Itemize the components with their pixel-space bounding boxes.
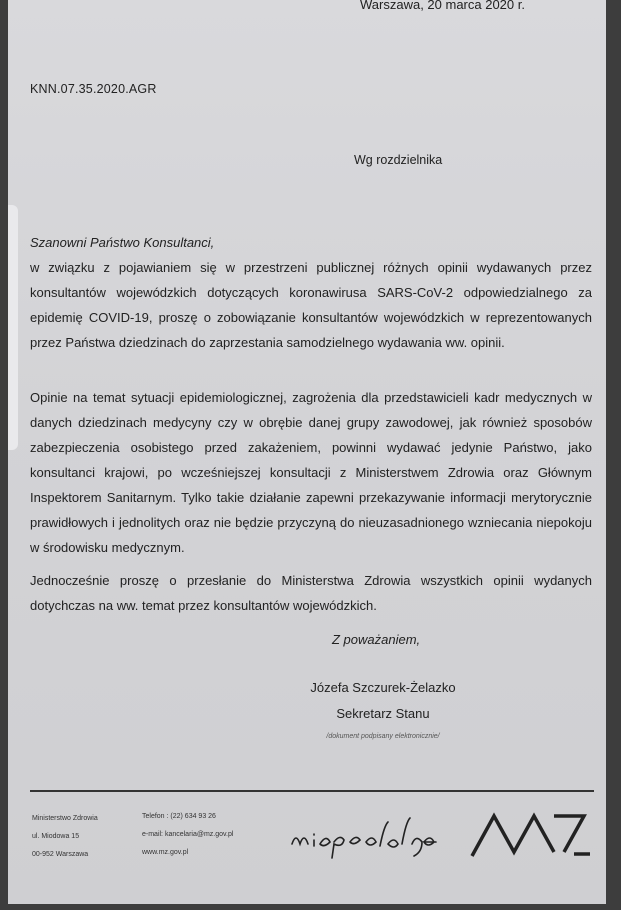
letter-page — [8, 0, 606, 904]
footer-address — [32, 810, 98, 864]
ministry-logo-icon — [468, 808, 594, 865]
footer-address-line: ul. Miodowa 15 — [32, 833, 80, 840]
signer-position: Sekretarz Stanu — [336, 706, 430, 721]
footer-divider — [30, 790, 594, 792]
niepodlegla-emblem — [288, 812, 448, 867]
footer-contact — [142, 808, 233, 862]
place-date: Warszawa, 20 marca 2020 r. — [360, 0, 525, 12]
closing: Z poważaniem, — [332, 632, 421, 647]
footer-address-line: Ministerstwo Zdrowia — [32, 815, 98, 822]
paragraph-3: Jednocześnie proszę o przesłanie do Ministerstwa Zdrowia wszystkich opinii wydanych dotychczas na ww. temat przez konsultantów wojewódzkich. — [30, 573, 592, 613]
footer-email: e-mail: kancelaria@mz.gov.pl — [142, 831, 234, 838]
paragraph-2: Opinie na temat sytuacji epidemiologicznej, zagrożenia dla przedstawicieli kadr medycznych w danych dziedzinach medycyny czy w obrębie danej grupy zawodowej, jak również sposobów zabezpieczenia osobistego przed zakażeniem, powinni wydawać jedynie Państwo, jako konsultanci krajowi, po wcześniejszej konsultacji z Ministerstwem Zdrowia oraz Głównym Inspektorem Sanitarnym. Tylko takie działanie zapewni przekazywanie informacji merytorycznie prawidłowych i jednolitych oraz nie będzie przyczyną do nieuzasadnionego wzniecania niepokoju w środowisku medycznym. — [30, 390, 592, 555]
footer-phone: Telefon : (22) 634 93 26 — [142, 813, 216, 820]
salutation: Szanowni Państwo Konsultanci, — [30, 235, 215, 250]
paragraph-1: w związku z pojawianiem się w przestrzeni publicznej różnych opinii wydawanych przez konsultantów wojewódzkich dotyczących koronawirusa SARS-CoV-2 odpowiedzialnego za epidemię COVID-19, proszę o zobowiązanie konsultantów wojewódzkich w reprezentowanych przez Państwa dziedzinach do zaprzestania samodzielnego wydawania ww. opinii. — [30, 260, 592, 350]
electronic-signature-note: /dokument podpisany elektronicznie/ — [326, 733, 440, 740]
page-edge-tab — [8, 205, 18, 450]
recipient-line: Wg rozdzielnika — [354, 153, 443, 167]
footer-website: www.mz.gov.pl — [142, 849, 189, 856]
reference-number: KNN.07.35.2020.AGR — [30, 82, 157, 96]
footer-address-line: 00-952 Warszawa — [32, 851, 89, 858]
signer-name: Józefa Szczurek-Żelazko — [310, 680, 456, 695]
